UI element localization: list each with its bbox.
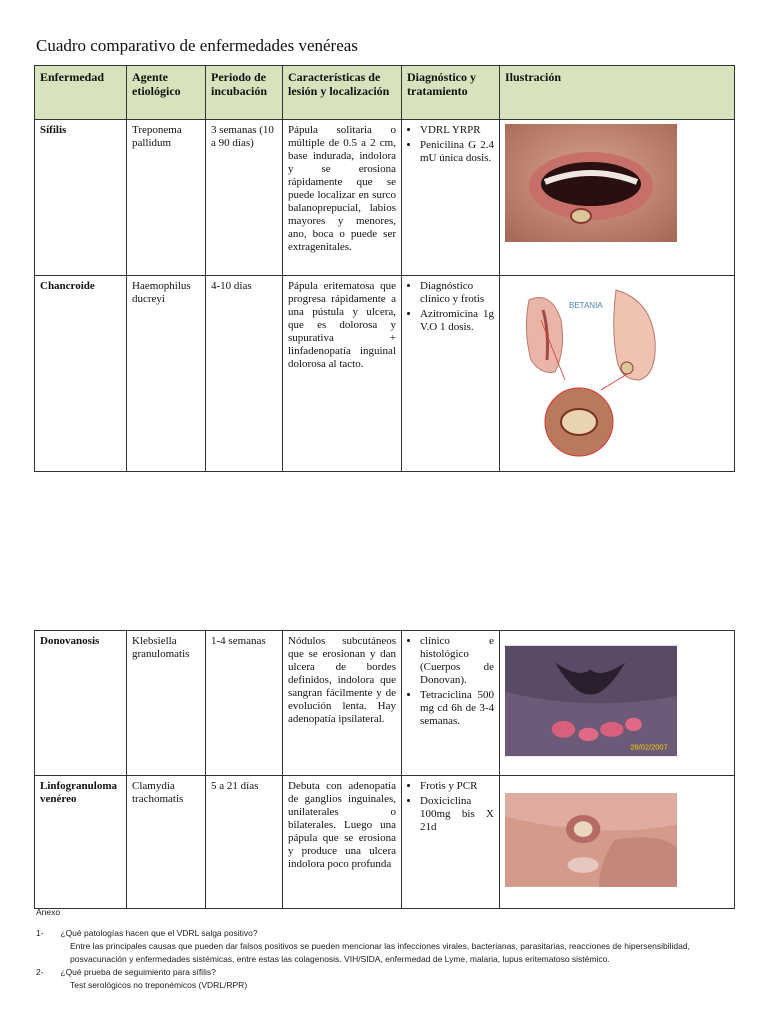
table-row [35,276,735,472]
disease-dx [402,776,500,909]
disease-agent: Clamydia trachomatis [127,776,206,909]
disease-incubation: 1-4 semanas [206,631,283,776]
disease-name: Donovanosis [35,631,127,776]
page-title: Cuadro comparativo de enfermedades venéreas [36,36,358,55]
annex-answer: Test serológicos no treponémicos (VDRL/RPR) [70,980,248,990]
table-header-row [35,66,735,120]
disease-agent: Klebsiella granulomatis [127,631,206,776]
illustration-cell [500,631,735,776]
comparison-table-bottom [34,630,735,909]
disease-lesion: Nódulos subcutáneos que se erosionan y dan ulcera de bordes definidos, indolora que sangran fácilmente y de evolución lenta. Hay adenopatía ipsilateral. [283,631,402,776]
comparison-table-top [34,65,735,472]
illustration-cell [500,276,735,472]
table-row [35,631,735,776]
header-diagnostico: Diagnóstico y tratamiento [402,66,500,120]
disease-lesion: Pápula eritematosa que progresa rápidamente a una pústula y ulcera, que es dolorosa y supurativa + linfadenopatía inguinal dolorosa al tacto. [283,276,402,472]
donovanosis-photo [505,635,677,767]
dx-item: • Azitromicina 1g V.O 1 dosis. [420,308,494,334]
annex-question: ¿Qué prueba de seguimiento para sífilis? [60,967,216,977]
betania-logo: BETANIA [569,301,603,310]
disease-dx [402,120,500,276]
annex-label: Anexo [36,907,61,917]
disease-agent: Haemophilus ducreyi [127,276,206,472]
disease-lesion: Pápula solitaria o múltiple de 0.5 a 2 cm, base indurada, indolora y se erosiona rápidamente que se puede localizar en surco balanoprepucial, labios mayores y menores, ano, boca o puede ser extragenitales. [283,120,402,276]
table-row [35,120,735,276]
dx-item: • VDRL YRPR [420,124,494,137]
dx-item: • Diagnóstico clínico y frotis [420,280,494,306]
header-agente: Agente etiológico [127,66,206,120]
annex-item-number: 2- [36,967,44,977]
disease-name: Chancroide [35,276,127,472]
illustration-cell [500,120,735,276]
disease-dx [402,631,500,776]
disease-incubation: 4-10 días [206,276,283,472]
disease-name: Sífilis [35,120,127,276]
dx-item: • Doxiciclina 100mg bis X 21d [420,795,494,834]
table-row [35,776,735,909]
header-caracteristicas: Características de lesión y localización [283,66,402,120]
disease-name: Linfogranuloma venéreo [35,776,127,909]
dx-item: • Frotis y PCR [420,780,494,793]
syphilis-mouth-photo [505,124,677,242]
annex-question: ¿Qué patologías hacen que el VDRL salga positivo? [60,928,258,938]
disease-agent: Treponema pallidum [127,120,206,276]
annex-section [36,906,736,992]
photo-date: 28/02/2007 [630,742,668,752]
header-periodo: Periodo de incubación [206,66,283,120]
disease-lesion: Debuta con adenopatía de ganglios inguinales, unilaterales o bilaterales. Luego una pápula que se erosiona y produce una ulcera indolora poco profunda [283,776,402,909]
annex-answer: Entre las principales causas que pueden dar falsos positivos se pueden mencionar las infecciones virales, bacterianas, parasitarias, reacciones de hipersensibilidad, posvacunación y enfermedades sistémicas, entre estas las colagenosis. VIH/SIDA, enfermedad de Lyme, malaria, lupus eritematoso sistémico. [70,941,690,964]
dx-item: • Tetraciclina 500 mg cd 6h de 3-4 semanas. [420,689,494,728]
annex-item [36,966,736,992]
chancroid-illustration [505,280,677,460]
header-ilustracion: Ilustración [500,66,735,120]
annex-item [36,927,736,966]
disease-incubation: 5 a 21 días [206,776,283,909]
disease-dx [402,276,500,472]
annex-item-number: 1- [36,928,44,938]
illustration-cell [500,776,735,909]
dx-item: • Penicilina G 2.4 mU única dosis. [420,139,494,165]
header-enfermedad: Enfermedad [35,66,127,120]
dx-item: • clínico e histológico (Cuerpos de Donovan). [420,635,494,687]
disease-incubation: 3 semanas (10 a 90 días) [206,120,283,276]
lgv-photo [505,780,677,900]
